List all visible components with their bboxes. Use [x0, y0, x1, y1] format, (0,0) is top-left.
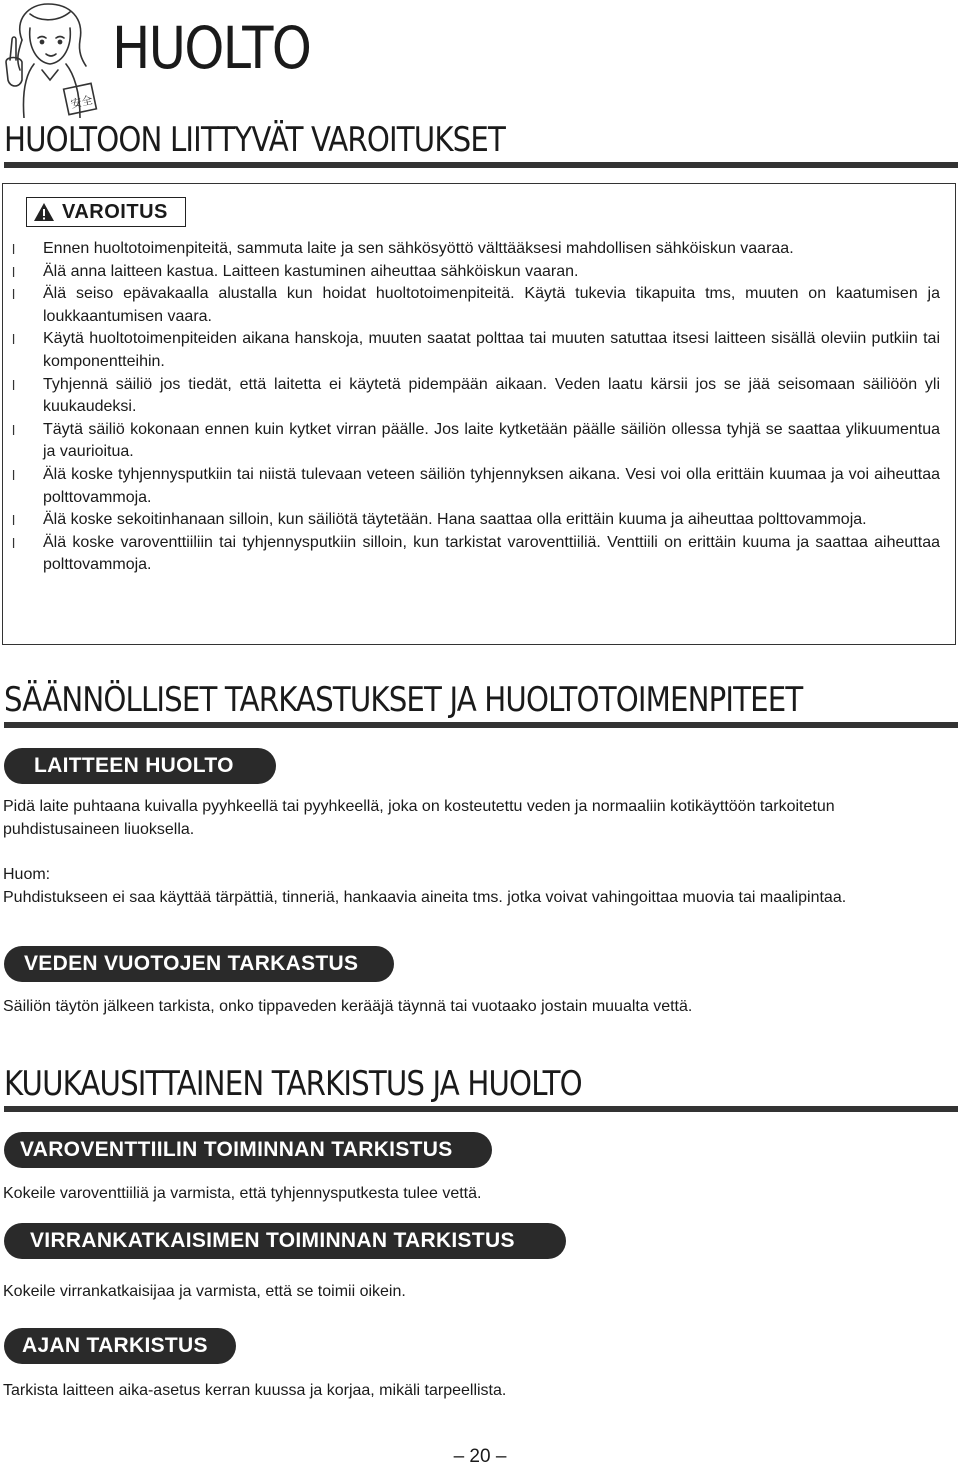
virrankatkaisin-label: VIRRANKATKAISIMEN TOIMINNAN TARKISTUS: [4, 1223, 566, 1259]
varoventtiili-text: Kokeile varoventtiiliä ja varmista, että tyhjennysputkesta tulee vettä.: [3, 1185, 482, 1202]
warning-item: l Älä seiso epävakaalla alustalla kun hoidat huoltotoimenpiteitä. Käytä tukevia tikapuita tms, muuten on kaatumisen ja loukkaantumisen vaara.: [0, 283, 950, 328]
ajan-tarkistus-text: Tarkista laitteen aika-asetus kerran kuussa ja korjaa, mikäli tarpeellista.: [3, 1382, 507, 1399]
note-text: Puhdistukseen ei saa käyttää tärpättiä, tinneriä, hankaavia aineita tms. jotka voivat vahingoittaa muovia tai maalipintaa.: [3, 889, 847, 906]
warning-item: l Älä koske sekoitinhanaan silloin, kun säiliötä täytetään. Hana saattaa olla erittäin kuuma ja aiheuttaa polttovammoja.: [0, 509, 950, 532]
page-number: – 20 –: [453, 1446, 507, 1467]
section-rule: [4, 722, 958, 728]
note-title: Huom:: [3, 866, 51, 883]
warning-item: l Ennen huoltotoimenpiteitä, sammuta laite ja sen sähkösyöttö välttääksesi mahdollisen sähköiskun vaaraa.: [0, 238, 950, 261]
laitteen-huolto-text: Pidä laite puhtaana kuivalla pyyhkeellä tai pyyhkeellä, joka on kosteutettu veden ja normaaliin kotikäyttöön tarkoitetun puhdistusaineen liuoksella.: [3, 798, 835, 838]
warning-item: l Täytä säiliö kokonaan ennen kuin kytket virran päälle. Jos laite kytketään päälle säiliön ollessa tyhjä se saattaa ylikuumentua ja vaurioitua.: [0, 419, 950, 464]
veden-vuotojen-text: Säiliön täytön jälkeen tarkista, onko tippaveden kerääjä täynnä tai vuotaako jostain muualta vettä.: [3, 998, 693, 1015]
monthly-heading: KUUKAUSITTAINEN TARKISTUS JA HUOLTO: [4, 1064, 582, 1104]
warning-item: l Älä koske varoventtiiliin tai tyhjennysputkiin silloin, kun tarkistat varoventtiiliä. Venttiili on erittäin kuuma ja saattaa aiheuttaa polttovammoja.: [0, 532, 950, 577]
warning-label: [26, 197, 186, 227]
veden-vuotojen-label: VEDEN VUOTOJEN TARKASTUS: [4, 946, 394, 982]
laitteen-huolto-label: LAITTEEN HUOLTO: [4, 748, 276, 784]
warning-triangle-icon: [33, 202, 55, 222]
regular-checks-heading: SÄÄNNÖLLISET TARKASTUKSET JA HUOLTOTOIMENPITEET: [4, 680, 803, 720]
warnings-heading: HUOLTOON LIITTYVÄT VAROITUKSET: [4, 120, 505, 160]
warning-item: l Älä anna laitteen kastua. Laitteen kastuminen aiheuttaa sähköiskun vaaran.: [0, 261, 950, 284]
virrankatkaisin-text: Kokeile virrankatkaisijaa ja varmista, että se toimii oikein.: [3, 1283, 406, 1300]
ajan-tarkistus-label: AJAN TARKISTUS: [4, 1328, 236, 1364]
section-rule: [4, 162, 958, 168]
warning-item: l Tyhjennä säiliö jos tiedät, että laitetta ei käytetä pidempään aikaan. Veden laatu kärsii jos se jää seisomaan säiliöön yli kuukaudeksi.: [0, 374, 950, 419]
mascot-illustration: [0, 0, 100, 118]
svg-text:安全: 安全: [69, 93, 94, 111]
varoventtiili-label: VAROVENTTIILIN TOIMINNAN TARKISTUS: [4, 1132, 492, 1168]
warning-label-text: VAROITUS: [62, 200, 168, 223]
section-rule: [4, 1106, 958, 1112]
warning-list: [0, 238, 950, 577]
warning-item: l Älä koske tyhjennysputkiin tai niistä tulevaan veteen säiliön tyhjennyksen aikana. Vesi voi olla erittäin kuumaa ja voi aiheuttaa polttovammoja.: [0, 464, 950, 509]
warning-item: l Käytä huoltotoimenpiteiden aikana hanskoja, muuten saatat polttaa tai muuten satuttaa itsesi laitteen sisällä oleviin putkiin tai komponentteihin.: [0, 328, 950, 373]
page-title: HUOLTO: [112, 14, 311, 82]
